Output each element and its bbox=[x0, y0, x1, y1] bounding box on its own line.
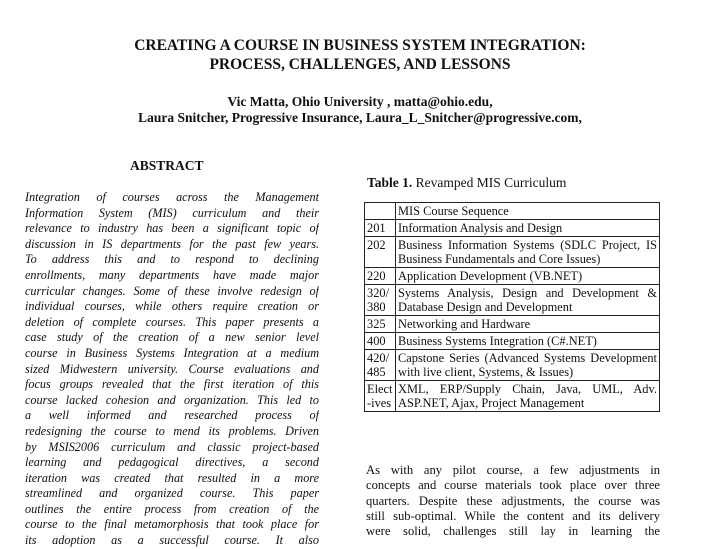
table-row bbox=[365, 237, 660, 268]
course-code: 220 bbox=[365, 268, 396, 285]
body-line: were solid, challenges still lay in learning the bbox=[366, 524, 660, 539]
abstract-line: course in Business Systems Integration at a medium bbox=[25, 345, 319, 360]
abstract-line: streamlined and organized course. This paper bbox=[25, 486, 319, 501]
course-desc: XML, ERP/Supply Chain, Java, UML, Adv. ASP.NET, Ajax, Project Management bbox=[396, 381, 660, 412]
table-header-row bbox=[365, 203, 660, 220]
course-code: 201 bbox=[365, 220, 396, 237]
author-line-1: Vic Matta, Ohio University , matta@ohio.edu, bbox=[227, 94, 493, 109]
abstract-line: Integration of courses across the Management bbox=[25, 190, 319, 204]
abstract-heading: ABSTRACT bbox=[130, 158, 204, 173]
table-row bbox=[365, 381, 660, 412]
title-line-1: CREATING A COURSE IN BUSINESS SYSTEM INTEGRATION: bbox=[134, 37, 586, 54]
abstract-line: iteration was created that resulted in a more bbox=[25, 470, 319, 485]
course-desc: Business Systems Integration (C#.NET) bbox=[396, 333, 660, 350]
course-code: Elect -ives bbox=[365, 381, 396, 412]
course-desc: Capstone Series (Advanced Systems Development with live client, Systems, & Issues) bbox=[396, 350, 660, 381]
table-row bbox=[365, 350, 660, 381]
abstract-line: To address this and to respond to declining bbox=[25, 252, 319, 267]
abstract-line: by MSIS2006 curriculum and classic project-based bbox=[25, 439, 319, 454]
course-code: 325 bbox=[365, 316, 396, 333]
course-desc: Information Analysis and Design bbox=[396, 220, 660, 237]
course-code: 320/ 380 bbox=[365, 285, 396, 316]
course-desc: Systems Analysis, Design and Development & Database Design and Development bbox=[396, 285, 660, 316]
paper-title bbox=[0, 36, 720, 74]
body-line: quarters. Despite these adjustments, the course was bbox=[366, 493, 660, 508]
table-row bbox=[365, 285, 660, 316]
table-header-code bbox=[365, 203, 396, 220]
abstract-line: curricular changes. Some of these involve redesign of bbox=[25, 283, 319, 298]
course-code: 202 bbox=[365, 237, 396, 268]
abstract-line: Information System (MIS) curriculum and their bbox=[25, 205, 319, 220]
table-row bbox=[365, 268, 660, 285]
table-caption-text: Revamped MIS Curriculum bbox=[412, 175, 567, 190]
body-line: concepts and course materials took place over three bbox=[366, 478, 660, 493]
abstract-line: sized Midwestern university. Course evaluations and bbox=[25, 361, 319, 376]
abstract-line: individual courses, while others require creation or bbox=[25, 299, 319, 314]
course-code: 400 bbox=[365, 333, 396, 350]
table-row bbox=[365, 316, 660, 333]
abstract-line: learning and pedagogical directives, a second bbox=[25, 455, 319, 470]
author-line-2: Laura Snitcher, Progressive Insurance, Laura_L_Snitcher@progressive.com, bbox=[138, 110, 582, 125]
body-line: still sub-optimal. While the content and its delivery bbox=[366, 508, 660, 523]
abstract-line: course lacked cohesion and organization. This led to bbox=[25, 392, 319, 407]
course-desc: Business Information Systems (SDLC Project, IS Business Fundamentals and Core Issues) bbox=[396, 237, 660, 268]
table-header-desc: MIS Course Sequence bbox=[396, 203, 660, 220]
curriculum-table bbox=[364, 202, 660, 412]
course-desc: Networking and Hardware bbox=[396, 316, 660, 333]
abstract-line: case study of the creation of a new senior level bbox=[25, 330, 319, 345]
author-block bbox=[0, 94, 720, 126]
course-code: 420/ 485 bbox=[365, 350, 396, 381]
abstract-line: discussion in IS departments for the past few years. bbox=[25, 236, 319, 251]
abstract-line: deletion of complete courses. This paper presents a bbox=[25, 314, 319, 329]
abstract-line: course to the final metamorphosis that took place for bbox=[25, 517, 319, 532]
table-caption bbox=[367, 175, 566, 191]
abstract-line: its adoption as a successful course. It also bbox=[25, 533, 319, 548]
abstract-line: outlines the entire process from creation of the bbox=[25, 501, 319, 516]
abstract-body bbox=[25, 190, 319, 549]
course-desc: Application Development (VB.NET) bbox=[396, 268, 660, 285]
abstract-line: a well informed and researched process of bbox=[25, 408, 319, 423]
body-paragraph bbox=[366, 463, 660, 539]
table-caption-label: Table 1. bbox=[367, 175, 413, 190]
abstract-line: relevance to industry has been a significant topic of bbox=[25, 221, 319, 236]
abstract-line: focus groups revealed that the first iteration of this bbox=[25, 377, 319, 392]
abstract-line: enrollments, many departments have made major bbox=[25, 267, 319, 282]
table-row bbox=[365, 220, 660, 237]
table-row bbox=[365, 333, 660, 350]
body-line: As with any pilot course, a few adjustments in bbox=[366, 463, 660, 477]
abstract-line: redesigning the course to mend its problems. Driven bbox=[25, 423, 319, 438]
title-line-2: PROCESS, CHALLENGES, AND LESSONS bbox=[209, 56, 511, 73]
